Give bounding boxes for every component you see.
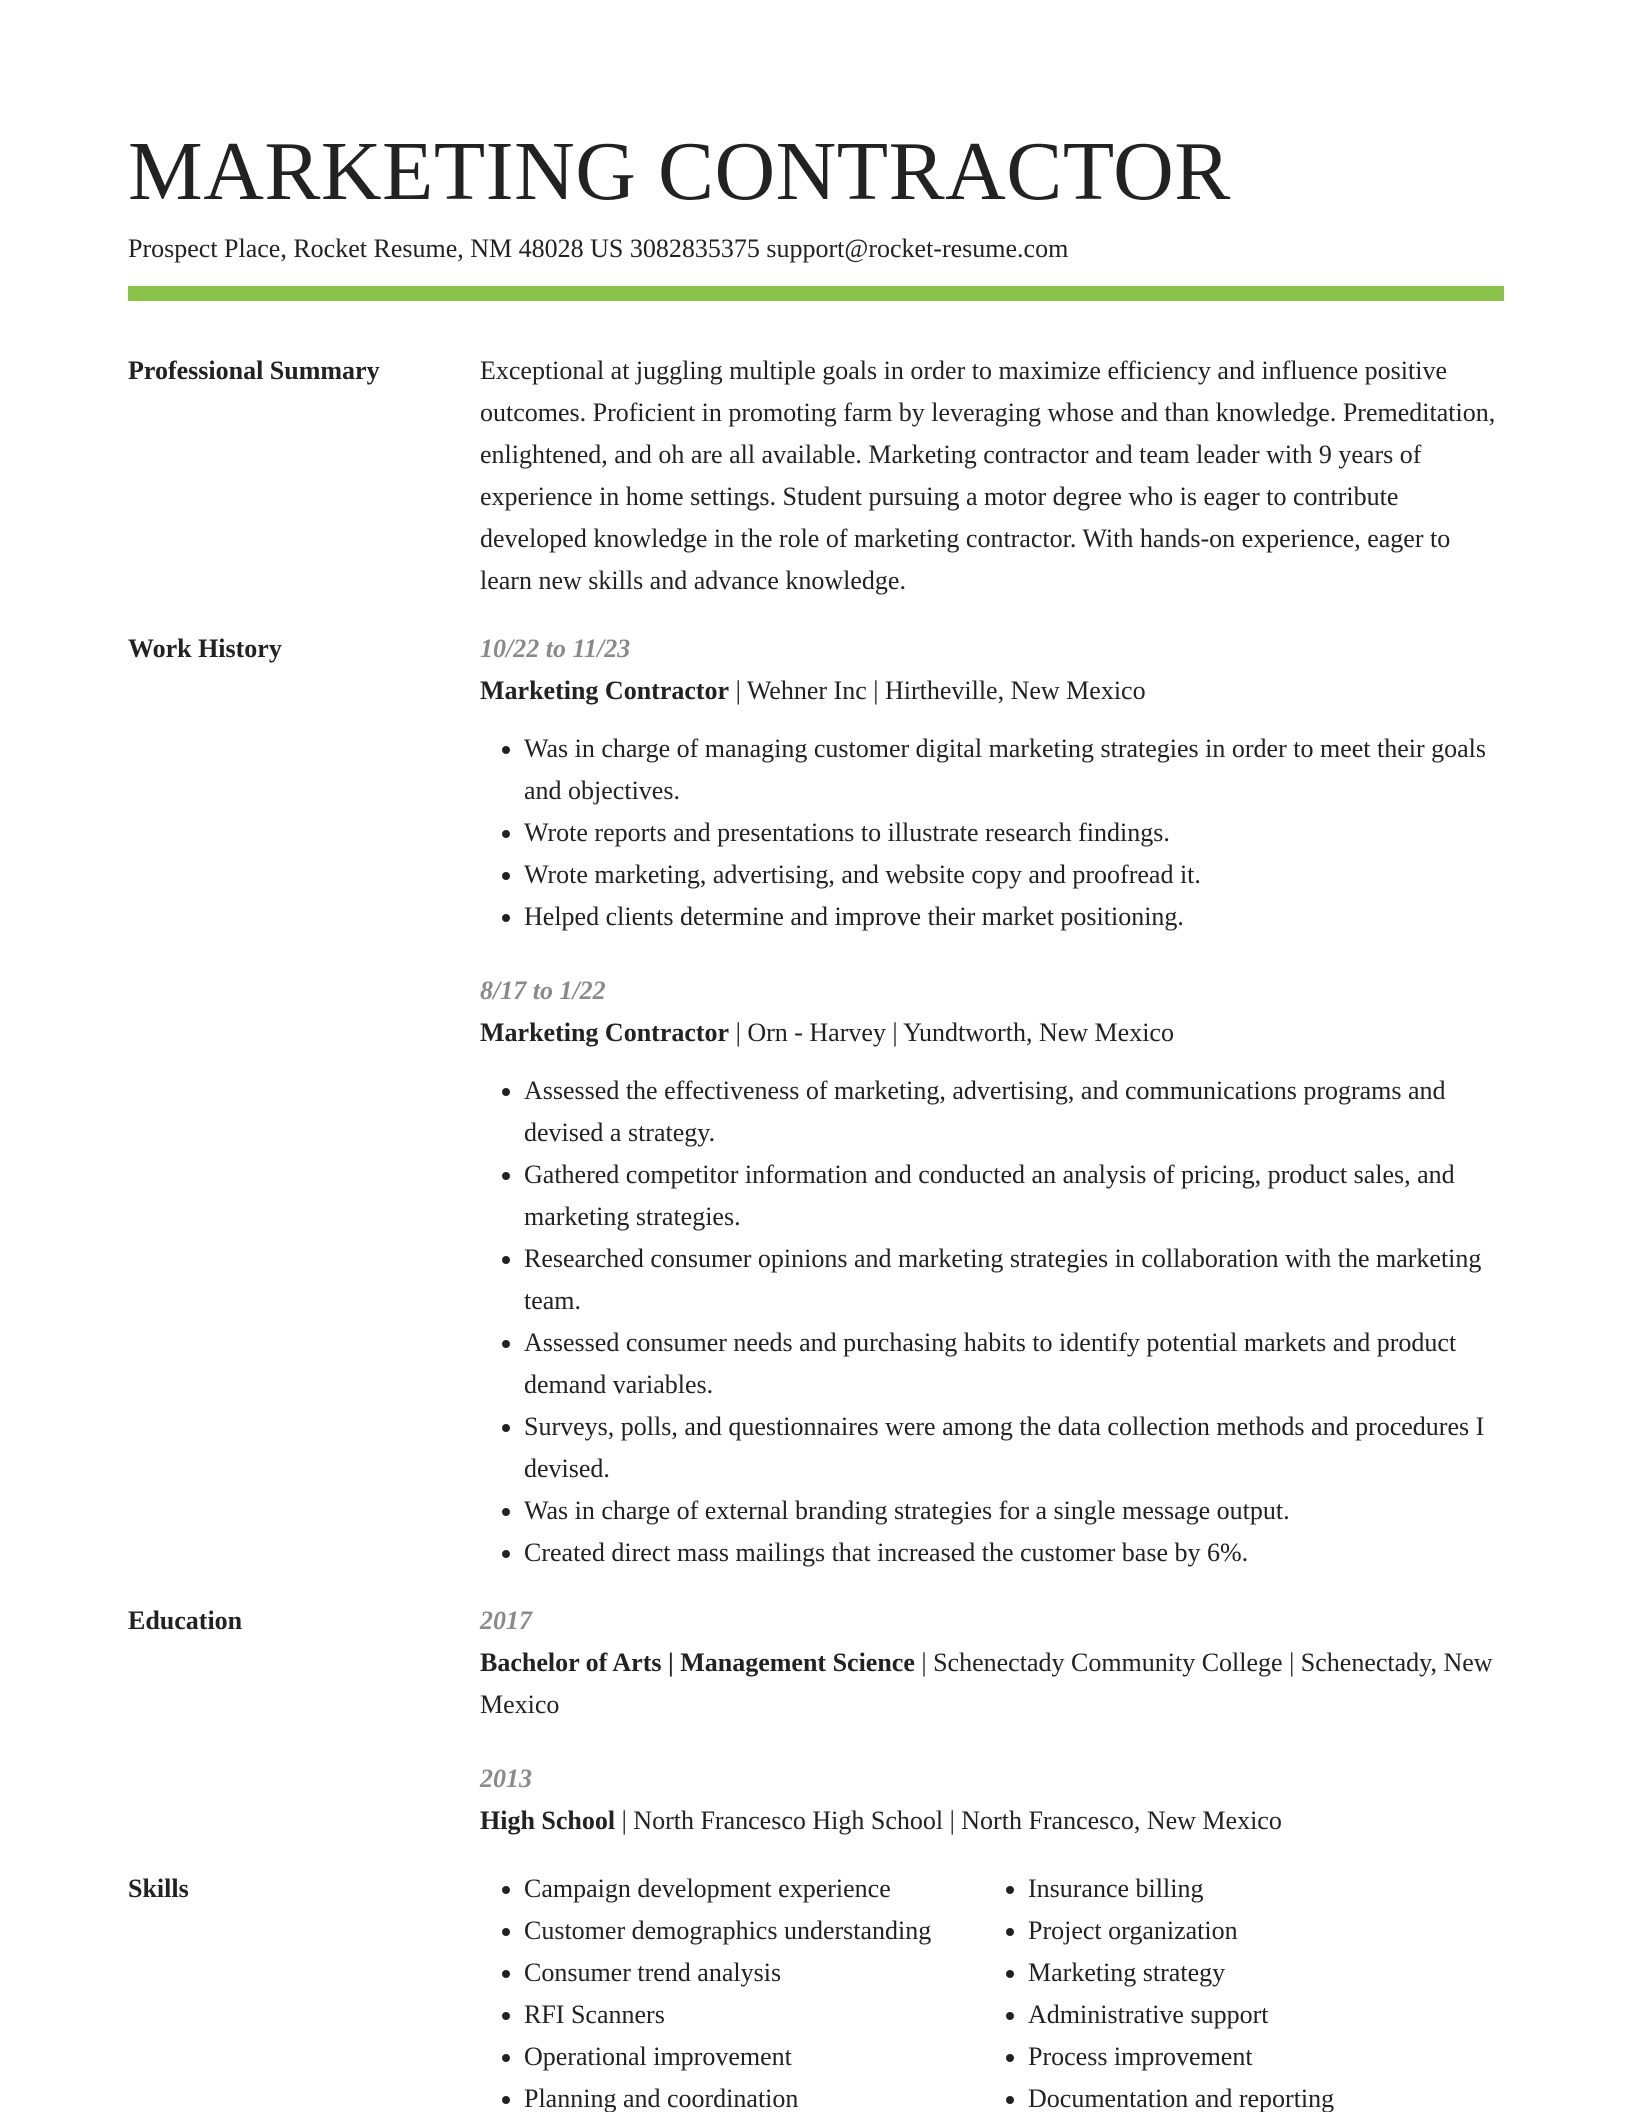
education-details: | North Francesco High School | North Francesco, New Mexico (615, 1806, 1282, 1835)
education-year: 2017 (480, 1606, 532, 1635)
accent-divider (128, 286, 1504, 301)
job-bullets (480, 1070, 1504, 1574)
job-entry (480, 970, 1504, 1574)
section-title: Skills (128, 1874, 189, 1903)
contact-info: Prospect Place, Rocket Resume, NM 48028 US 3082835375 support@rocket-resume.com (128, 234, 1069, 263)
skill-item: • Campaign development experience (524, 1868, 984, 1910)
section-content (480, 1868, 1504, 2112)
job-details: | Orn - Harvey | Yundtworth, New Mexico (729, 1018, 1174, 1047)
list-item: • Was in charge of managing customer digital marketing strategies in order to meet their goals and objectives. (524, 728, 1504, 812)
skills-list-right (984, 1868, 1334, 2112)
job-entry (480, 628, 1504, 938)
section-title: Professional Summary (128, 356, 380, 385)
skill-item: • Marketing strategy (1028, 1952, 1334, 1994)
skill-item: • Project organization (1028, 1910, 1334, 1952)
summary-text: Exceptional at juggling multiple goals in order to maximize efficiency and influence positive outcomes. Proficient in promoting farm by leveraging whose and than knowledge. Premeditation, enlightened, and oh are all available. Marketing contractor and team leader with 9 years of experience in home settings. Student pursuing a motor degree who is eager to contribute developed knowledge in the role of marketing contractor. With hands-on experience, eager to learn new skills and advance knowledge. (480, 356, 1496, 595)
list-item: • Wrote reports and presentations to illustrate research findings. (524, 812, 1504, 854)
skills-list-left (480, 1868, 984, 2112)
candidate-name: MARKETING CONTRACTOR (128, 125, 1231, 218)
skill-item: • Process improvement (1028, 2036, 1334, 2078)
education-entry (480, 1758, 1504, 1842)
list-item: • Gathered competitor information and conducted an analysis of pricing, product sales, and marketing strategies. (524, 1154, 1504, 1238)
job-heading (480, 670, 1504, 712)
education-details: | Schenectady Community College | Schenectady, New Mexico (480, 1648, 1493, 1719)
skill-item: • Administrative support (1028, 1994, 1334, 2036)
job-role: Marketing Contractor (480, 676, 730, 705)
section-content (480, 1600, 1504, 1842)
list-item: • Researched consumer opinions and marketing strategies in collaboration with the marketing team. (524, 1238, 1504, 1322)
list-item: • Created direct mass mailings that increased the customer base by 6%. (524, 1532, 1504, 1574)
list-item: • Helped clients determine and improve their market positioning. (524, 896, 1504, 938)
section-title: Education (128, 1606, 243, 1635)
section-content (480, 628, 1504, 1574)
list-item: • Was in charge of external branding strategies for a single message output. (524, 1490, 1504, 1532)
list-item: • Assessed the effectiveness of marketing, advertising, and communications programs and devised a strategy. (524, 1070, 1504, 1154)
section-professional-summary (128, 350, 1504, 602)
job-heading (480, 1012, 1504, 1054)
education-entry (480, 1600, 1504, 1726)
skill-item: • Consumer trend analysis (524, 1952, 984, 1994)
skill-item: • Documentation and reporting (1028, 2078, 1334, 2112)
job-bullets (480, 728, 1504, 938)
section-skills (128, 1868, 1504, 2112)
resume-body (128, 350, 1504, 2112)
list-item: • Assessed consumer needs and purchasing habits to identify potential markets and product demand variables. (524, 1322, 1504, 1406)
education-year: 2013 (480, 1764, 532, 1793)
skill-item: • RFI Scanners (524, 1994, 984, 2036)
job-dates: 8/17 to 1/22 (480, 976, 606, 1005)
degree: Bachelor of Arts | Management Science (480, 1648, 915, 1677)
section-content (480, 350, 1504, 602)
section-title: Work History (128, 634, 282, 663)
skill-item: • Operational improvement (524, 2036, 984, 2078)
section-work-history (128, 628, 1504, 1574)
section-education (128, 1600, 1504, 1842)
list-item: • Wrote marketing, advertising, and website copy and proofread it. (524, 854, 1504, 896)
skill-item: • Customer demographics understanding (524, 1910, 984, 1952)
education-heading (480, 1642, 1504, 1726)
skill-item: • Insurance billing (1028, 1868, 1334, 1910)
job-details: | Wehner Inc | Hirtheville, New Mexico (729, 676, 1146, 705)
education-heading (480, 1800, 1504, 1842)
degree: High School (480, 1806, 616, 1835)
job-role: Marketing Contractor (480, 1018, 730, 1047)
list-item: • Surveys, polls, and questionnaires were among the data collection methods and procedures I devised. (524, 1406, 1504, 1490)
resume-header (128, 122, 1504, 266)
job-dates: 10/22 to 11/23 (480, 634, 631, 663)
skills-columns (480, 1868, 1504, 2112)
skill-item: • Planning and coordination (524, 2078, 984, 2112)
